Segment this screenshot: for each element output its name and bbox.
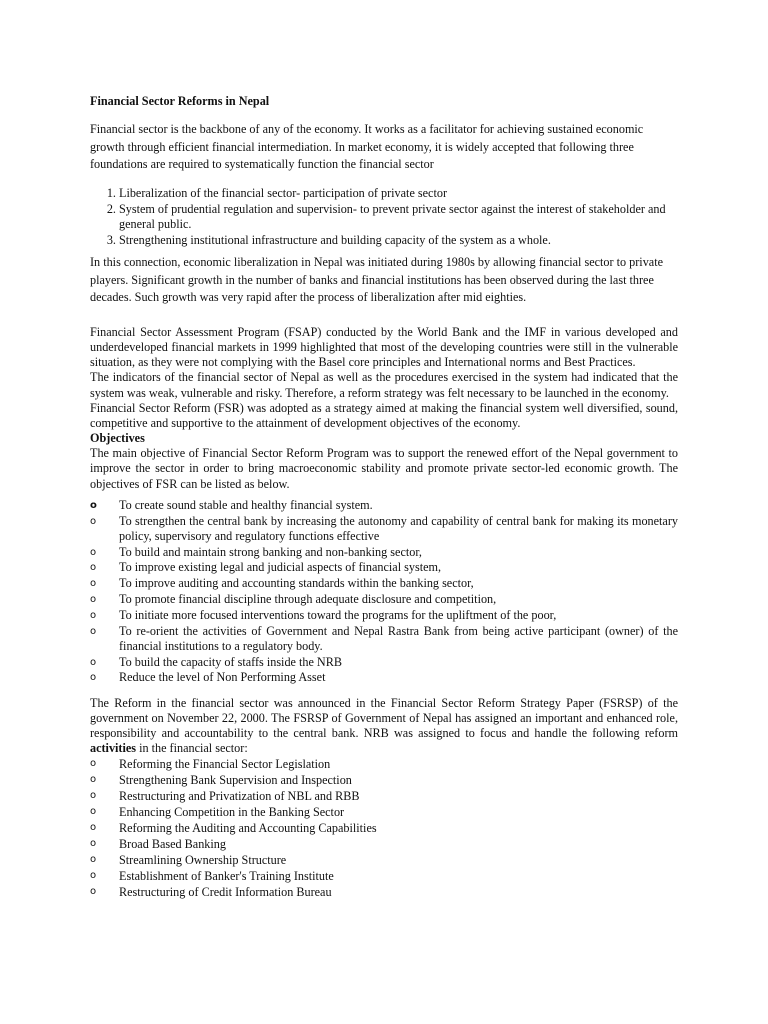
list-item: [90, 576, 678, 591]
bullet-marker: o: [90, 806, 97, 818]
list-item-text: To create sound stable and healthy financial system.: [119, 497, 373, 512]
bullet-marker: o: [90, 499, 97, 511]
bullet-marker: o: [90, 886, 97, 898]
list-item: [90, 670, 678, 685]
connection-paragraph: In this connection, economic liberalization in Nepal was initiated during 1980s by allowing financial sector to private players. Significant growth in the number of banks and financial institutions has been observed during the last three decades. Such growth was very rapid after the process of liberalization after mid eighties.: [90, 255, 663, 305]
document-title: Financial Sector Reforms in Nepal: [90, 94, 270, 108]
list-item-text: Strengthening Bank Supervision and Inspection: [119, 773, 352, 788]
list-item: [90, 624, 678, 654]
intro-paragraph: Financial sector is the backbone of any of the economy. It works as a facilitator for achieving sustained economic growth through efficient financial intermediation. In market economy, it is widely accepted that following three foundations are required to systematically function the financial sector: [90, 122, 644, 171]
list-item-text: Broad Based Banking: [119, 837, 226, 852]
list-item: [90, 836, 678, 852]
list-item: [90, 545, 678, 560]
objectives-heading: Objectives: [90, 431, 145, 446]
bullet-marker: o: [90, 790, 97, 802]
list-item: [90, 608, 678, 623]
bullet-marker: o: [90, 758, 97, 770]
bullet-marker: o: [90, 562, 97, 574]
list-item: [90, 655, 678, 670]
bullet-marker: o: [90, 870, 97, 882]
list-item: [90, 884, 678, 900]
foundations-list: [90, 186, 678, 249]
activities-list: [90, 756, 678, 900]
list-item-text: To re-orient the activities of Government and Nepal Rastra Bank from being active participant (owner) of the financial institutions to a regulatory body.: [119, 623, 678, 653]
objectives-list: [90, 498, 678, 686]
list-item: [90, 788, 678, 804]
list-item-text: Restructuring of Credit Information Bureau: [119, 885, 332, 900]
list-item-text: Enhancing Competition in the Banking Sector: [119, 805, 345, 820]
list-item-text: Reforming the Financial Sector Legislation: [119, 757, 331, 772]
bullet-marker: o: [90, 594, 97, 606]
list-item-text: To build the capacity of staffs inside the NRB: [119, 654, 342, 669]
list-item: [90, 820, 678, 836]
list-item: [90, 514, 678, 544]
list-item: [90, 868, 678, 884]
list-item-text: To improve auditing and accounting standards within the banking sector,: [119, 576, 474, 591]
list-item-text: To initiate more focused interventions toward the programs for the upliftment of the poor,: [119, 607, 557, 622]
bullet-marker: o: [90, 838, 97, 850]
list-item: [90, 772, 678, 788]
bullet-marker: o: [90, 625, 97, 637]
list-item-text: Streamlining Ownership Structure: [119, 853, 287, 868]
objectives-intro: The main objective of Financial Sector Reform Program was to support the renewed effort of the Nepal government to improve the sector in order to bring macroeconomic stability and promote private sector-led economic growth. The objectives of FSR can be listed as below.: [90, 446, 678, 491]
fsap-paragraph: Financial Sector Assessment Program (FSAP) conducted by the World Bank and the IMF in various developed and underdeveloped financial markets in 1999 highlighted that most of the developing countries were still in the vulnerable situation, as they were not complying with the Basel core principles and International norms and Best Practices.: [90, 324, 678, 370]
fsr-paragraph: Financial Sector Reform (FSR) was adopted as a strategy aimed at making the financial system well diversified, sound, competitive and supportive to the attainment of development objectives of the economy.: [90, 400, 678, 431]
list-item: [90, 852, 678, 868]
indicators-paragraph: The indicators of the financial sector of Nepal as well as the procedures exercised in the system had indicated that the system was weak, vulnerable and risky. Therefore, a reform strategy was felt necessary to be launched in the economy.: [90, 370, 678, 400]
list-item-text: Restructuring and Privatization of NBL and RBB: [119, 789, 360, 804]
bullet-marker: o: [90, 854, 97, 866]
list-item: 3. Strengthening institutional infrastructure and building capacity of the system as a whole.: [119, 233, 678, 248]
bullet-marker: o: [90, 578, 97, 590]
bullet-marker: o: [90, 822, 97, 834]
list-item-text: To build and maintain strong banking and non-banking sector,: [119, 544, 422, 559]
list-item-text: Establishment of Banker's Training Institute: [119, 869, 334, 884]
list-item-text: Reduce the level of Non Performing Asset: [119, 670, 326, 685]
list-item: [90, 756, 678, 772]
list-item-text: To promote financial discipline through adequate disclosure and competition,: [119, 592, 497, 607]
list-item: 2. System of prudential regulation and supervision- to prevent private sector against the interest of stakeholder and general public.: [119, 202, 678, 232]
bullet-marker: o: [90, 672, 97, 684]
bullet-marker: o: [90, 656, 97, 668]
bullet-marker: o: [90, 609, 97, 621]
list-item-text: To improve existing legal and judicial aspects of financial system,: [119, 560, 442, 575]
list-item-text: Reforming the Auditing and Accounting Capabilities: [119, 821, 377, 836]
bullet-marker: o: [90, 774, 97, 786]
bullet-marker: o: [90, 515, 97, 527]
list-item: 1. Liberalization of the financial sector- participation of private sector: [119, 186, 678, 201]
reform-text: The Reform in the financial sector was announced in the Financial Sector Reform Strategy Paper (FSRSP) of the government on November 22, 2000. The FSRSP of Government of Nepal has assigned an important and enhanced role, responsibility and accountability to the central bank. NRB was assigned to focus and handle the following reform: [90, 695, 678, 741]
list-item: [90, 498, 678, 513]
reform-paragraph: [90, 696, 678, 757]
list-item: [90, 592, 678, 607]
reform-tail: in the financial sector:: [139, 741, 248, 756]
list-item: [90, 804, 678, 820]
list-item: [90, 560, 678, 575]
reform-keyword: activities: [90, 741, 137, 756]
bullet-marker: o: [90, 546, 97, 558]
document-page: [90, 93, 678, 900]
list-item-text: To strengthen the central bank by increasing the autonomy and capability of central bank for making its monetary policy, supervisory and regulatory functions effective: [119, 513, 678, 543]
